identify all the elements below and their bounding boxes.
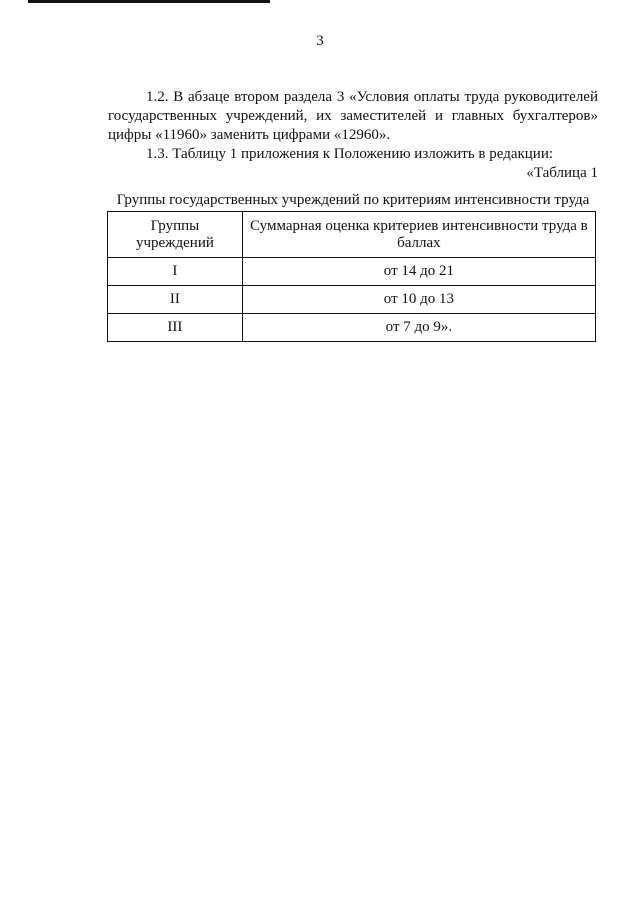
page-number: 3: [316, 33, 324, 49]
paragraph-1-3-number: 1.3.: [146, 146, 169, 162]
score-cell: от 10 до 13: [242, 286, 595, 314]
score-cell: от 7 до 9».: [242, 314, 595, 342]
header-groups: Группы учреждений: [108, 212, 243, 258]
table-caption: Группы государственных учреждений по критериям интенсивности труда: [116, 192, 590, 208]
table-row: [108, 314, 596, 342]
table-header-row: [108, 212, 596, 258]
paragraph-1-2-number: 1.2.: [146, 89, 169, 105]
groups-table: [107, 211, 596, 342]
table-row: [108, 286, 596, 314]
header-score: Суммарная оценка критериев интенсивности труда в баллах: [242, 212, 595, 258]
group-cell: I: [108, 258, 243, 286]
table-row: [108, 258, 596, 286]
score-cell: от 14 до 21: [242, 258, 595, 286]
paragraph-1-2-text: В абзаце втором раздела 3 «Условия оплаты труда руководителей государственных учреждений, их заместителей и главных бухгалтеров» цифры «11960» заменить цифрами «12960».: [108, 89, 598, 143]
paragraph-1-2: [108, 88, 598, 145]
group-cell: III: [108, 314, 243, 342]
top-edge-bar: [28, 0, 270, 3]
paragraph-1-3-text: Таблицу 1 приложения к Положению изложить в редакции:: [172, 146, 554, 162]
table-label: «Таблица 1: [526, 165, 598, 181]
paragraph-1-3: [108, 145, 598, 164]
group-cell: II: [108, 286, 243, 314]
